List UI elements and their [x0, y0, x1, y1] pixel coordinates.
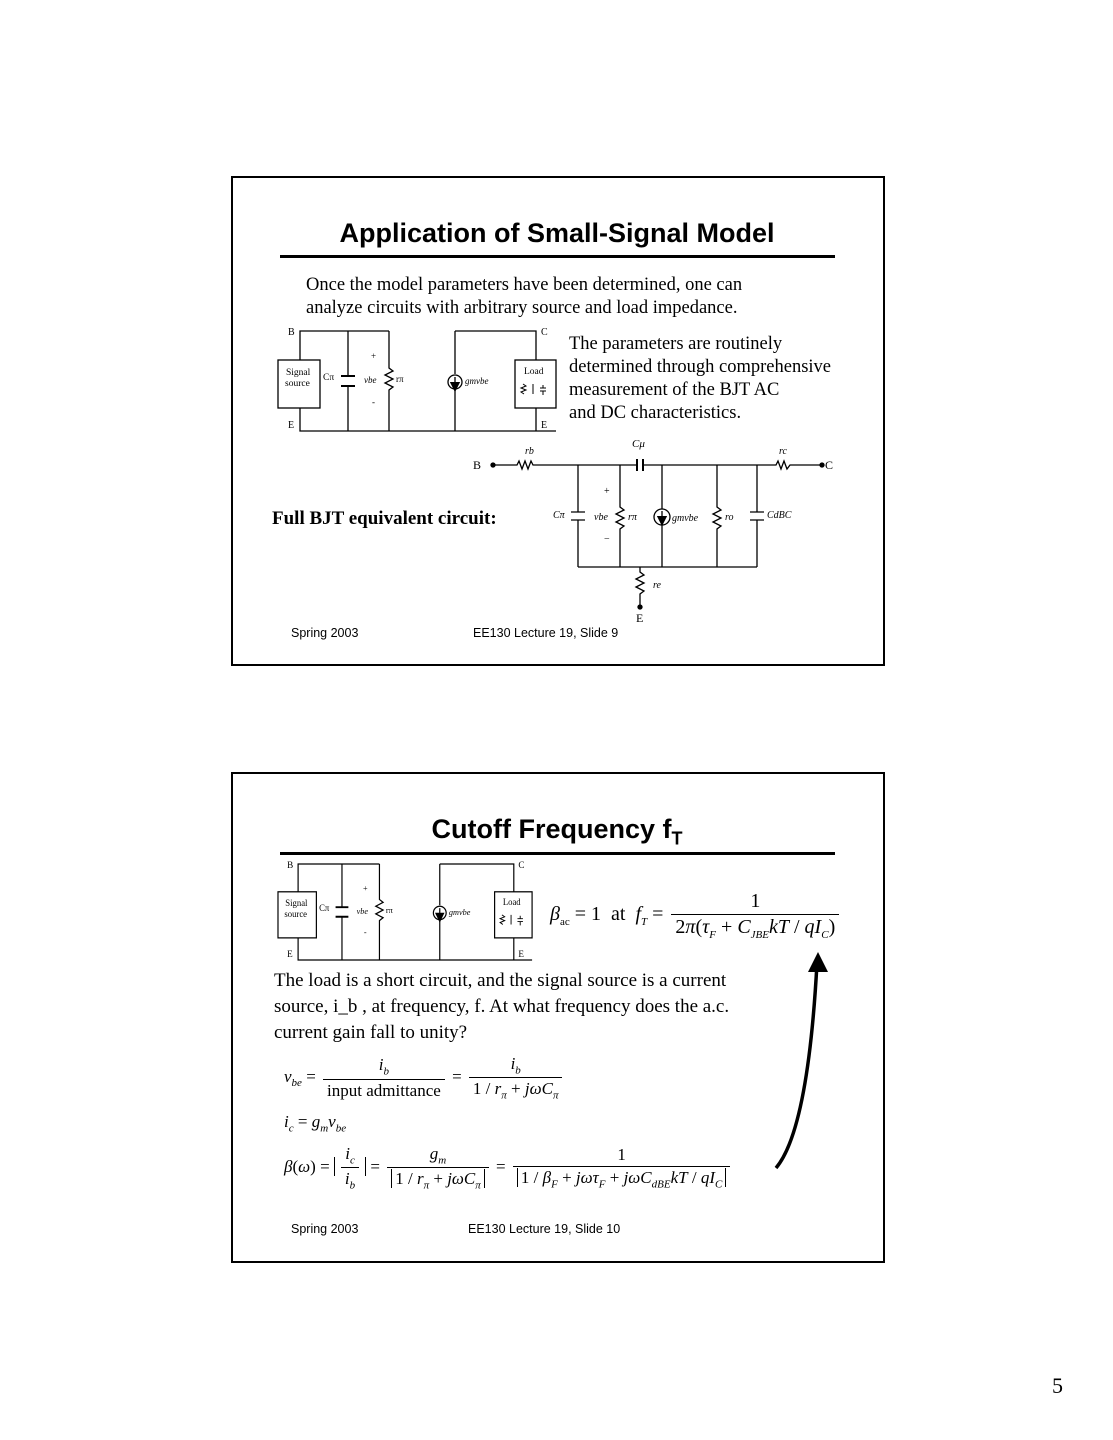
vbe-label: vbe	[364, 375, 377, 385]
plus-label: +	[371, 351, 377, 361]
side-line: measurement of the BJT AC	[569, 380, 780, 400]
load-label: Load	[524, 367, 544, 377]
footer-date: Spring 2003	[291, 1222, 359, 1236]
minus-label: −	[604, 534, 610, 545]
arrowhead-icon	[808, 952, 828, 972]
node-c-label: C	[541, 327, 548, 338]
rpi-label: rπ	[628, 512, 637, 523]
node-e-label: E	[288, 420, 295, 431]
plus-label: +	[604, 486, 610, 497]
equation-vbe: $v_{be}$ = $\frac{i_b}{\text{input admittance}}$ = $\frac{i_b}{1 / r_\pi + j\omega C_\pi}$	[284, 1054, 565, 1102]
cdbc-label: CdBC	[767, 510, 792, 521]
small-signal-circuit-copy	[278, 861, 532, 961]
signal-source-label: source	[285, 379, 310, 389]
para-line: The load is a short circuit, and the signal source is a current	[274, 970, 727, 991]
minus-label: -	[372, 397, 375, 407]
footer-slide: EE130 Lecture 19, Slide 9	[473, 626, 619, 640]
cpi-label: Cπ	[323, 373, 335, 383]
cmu-label: Cμ	[632, 438, 645, 450]
footer-date: Spring 2003	[291, 626, 359, 640]
ro-label: ro	[725, 512, 734, 523]
intro-text: Once the model parameters have been determined, one can analyze circuits with arbitrary source and load impedance.	[306, 275, 743, 318]
full-circuit-label: Full BJT equivalent circuit:	[272, 508, 497, 529]
re-label: re	[653, 580, 661, 591]
para-line: source, i_b , at frequency, f. At what frequency does the a.c.	[274, 996, 730, 1017]
vbe-label: vbe	[594, 512, 608, 523]
input-admittance-text: input admittance	[323, 1079, 445, 1101]
full-bjt-circuit	[473, 438, 833, 625]
title-subscript: T	[671, 828, 683, 849]
slide-title: Application of Small-Signal Model	[339, 218, 775, 248]
rc-label: rc	[779, 446, 787, 457]
signal-source-label: Signal	[286, 368, 311, 378]
node-c-label: C	[825, 458, 834, 472]
rb-label: rb	[525, 446, 534, 457]
equation-beta: β(ω) = $\frac{i_c}{i_b}$ = $\frac{g_m}{1 / r_\pi + j\omega C_\pi}$ = $\frac{1}{1 / \beta_F + j\omega\tau_F + j\omega C_{dBE}kT / qI_C}$	[284, 1144, 733, 1192]
page-number: 5	[1052, 1373, 1063, 1398]
equation-ic: $i_c = g_mv_{be}$	[284, 1112, 347, 1135]
footer-slide: EE130 Lecture 19, Slide 10	[468, 1222, 621, 1236]
node-e-label: E	[636, 611, 644, 625]
gm-vbe-label: gmvbe	[672, 513, 699, 524]
small-signal-circuit	[278, 327, 556, 431]
side-line: and DC characteristics.	[569, 403, 742, 423]
node-b-label: B	[288, 327, 295, 338]
ft-equation: $\beta_{ac} = 1$ at $f_T$ = $\frac{1}{2\pi(\tau_F + C_{JBE}kT / qI_C)}$	[550, 890, 842, 941]
node-e-label: E	[541, 420, 548, 431]
side-line: The parameters are routinely	[569, 334, 783, 354]
para-line: current gain fall to unity?	[274, 1022, 468, 1043]
gm-vbe-label: gmvbe	[465, 376, 489, 386]
node-b-label: B	[473, 458, 482, 472]
cpi-label: Cπ	[553, 510, 565, 521]
title-text: Cutoff Frequency f	[431, 814, 672, 844]
curved-arrow-icon	[776, 963, 817, 1168]
side-line: determined through comprehensive	[569, 357, 831, 377]
rpi-label: rπ	[396, 374, 404, 384]
